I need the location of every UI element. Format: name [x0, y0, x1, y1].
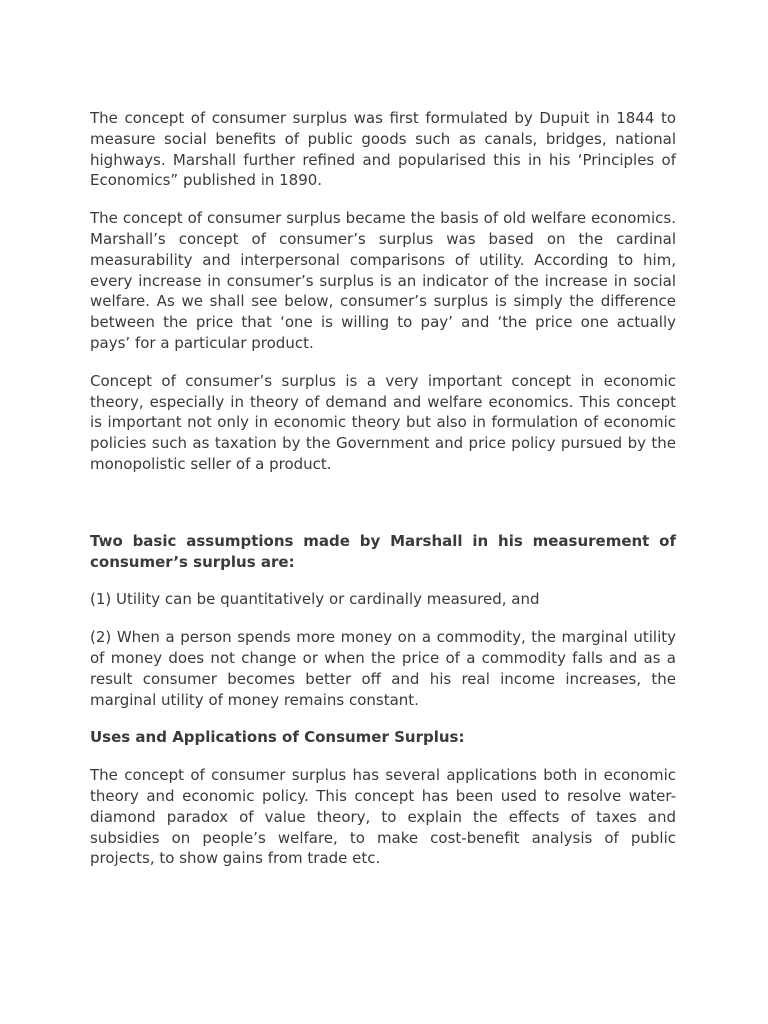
section-spacer — [90, 492, 676, 531]
intro-paragraph-1: The concept of consumer surplus was first formulated by Dupuit in 1844 to measure social benefits of public goods such as canals, bridges, national highways. Marshall further refined and popularised this in his ‘Principles of Economics” published in 1890. — [90, 109, 676, 190]
assumption-1: (1) Utility can be quantitatively or cardinally measured, and — [90, 590, 540, 609]
intro-paragraph-3: Concept of consumer’s surplus is a very important concept in economic theory, especially in theory of demand and welfare economics. This concept is important not only in economic theory but also in formulation of economic policies such as taxation by the Government and price policy pursued by the monopolistic seller of a product. — [90, 371, 676, 473]
document-page — [90, 108, 676, 886]
assumptions-heading: Two basic assumptions made by Marshall in his measurement of consumer’s surplus are: — [90, 531, 676, 571]
uses-paragraph: The concept of consumer surplus has several applications both in economic theory and economic policy. This concept has been used to resolve water-diamond paradox of value theory, to explain the effects of taxes and subsidies on people’s welfare, to make cost-benefit analysis of public projects, to show gains from trade etc. — [90, 766, 676, 868]
assumption-2: (2) When a person spends more money on a commodity, the marginal utility of money does not change or when the price of a commodity falls and as a result consumer becomes better off and his real income increases, the marginal utility of money remains constant. — [90, 628, 676, 709]
intro-paragraph-2: The concept of consumer surplus became the basis of old welfare economics. Marshall’s concept of consumer’s surplus was based on the cardinal measurability and interpersonal comparisons of utility. According to him, every increase in consumer’s surplus is an indicator of the increase in social welfare. As we shall see below, consumer’s surplus is simply the difference between the price that ‘one is willing to pay’ and ‘the price one actually pays’ for a particular product. — [90, 209, 676, 352]
uses-heading: Uses and Applications of Consumer Surplus: — [90, 728, 465, 747]
